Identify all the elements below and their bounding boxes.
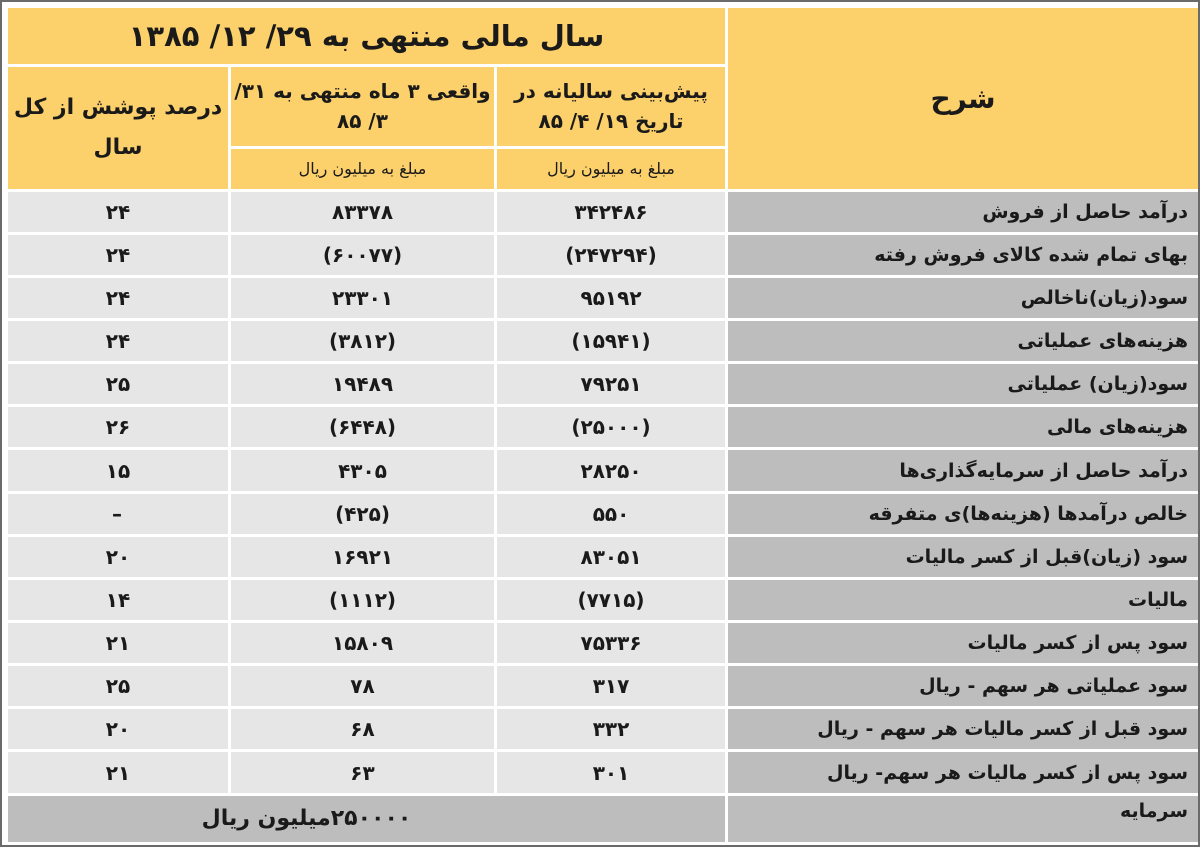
capital-value xyxy=(8,796,725,842)
row-actual-value: (۱۱۱۲) xyxy=(231,580,494,620)
row-actual-value: (۶۴۴۸) xyxy=(231,407,494,447)
row-actual-value: (۶۰۰۷۷) xyxy=(231,235,494,275)
table-row xyxy=(8,321,1198,361)
table-row xyxy=(8,752,1198,792)
table-row xyxy=(8,580,1198,620)
row-forecast-value: (۱۵۹۴۱) xyxy=(497,321,725,361)
row-coverage-percent: ۲۴ xyxy=(8,278,228,318)
row-actual-value: ۱۶۹۲۱ xyxy=(231,537,494,577)
table-row xyxy=(8,666,1198,706)
row-forecast-value: (۷۷۱۵) xyxy=(497,580,725,620)
row-actual-value: ۱۹۴۸۹ xyxy=(231,364,494,404)
row-forecast-value: ۳۴۲۴۸۶ xyxy=(497,192,725,232)
row-actual-value: ۷۸ xyxy=(231,666,494,706)
row-description: سود (زیان)قبل از کسر مالیات xyxy=(728,537,1198,577)
row-description: سود پس از کسر مالیات xyxy=(728,623,1198,663)
table-row xyxy=(8,364,1198,404)
header-unit-actual: مبلغ به میلیون ریال xyxy=(231,149,494,189)
header-actual: واقعی ۳ ماه منتهی به ۳۱/ ۳/ ۸۵ xyxy=(231,67,494,145)
table-row xyxy=(8,450,1198,490)
capital-value-text: ۲۵۰۰۰۰میلیون ریال xyxy=(201,806,412,832)
row-coverage-percent: ۲۱ xyxy=(8,623,228,663)
financial-forecast-table xyxy=(5,5,1200,845)
row-description: سود(زیان) عملیاتی xyxy=(728,364,1198,404)
row-coverage-percent: ۲۶ xyxy=(8,407,228,447)
row-coverage-percent: ۲۰ xyxy=(8,709,228,749)
row-description: مالیات xyxy=(728,580,1198,620)
row-coverage-percent: ۲۴ xyxy=(8,321,228,361)
table-row xyxy=(8,494,1198,534)
table-row xyxy=(8,235,1198,275)
row-description: خالص درآمدها (هزینه‌ها)ی متفرقه xyxy=(728,494,1198,534)
header-sharh: شرح xyxy=(728,8,1198,189)
row-coverage-percent: ۲۵ xyxy=(8,666,228,706)
row-actual-value: (۳۸۱۲) xyxy=(231,321,494,361)
row-forecast-value: ۵۵۰ xyxy=(497,494,725,534)
row-coverage-percent: ۲۴ xyxy=(8,235,228,275)
header-coverage-percent: درصد پوشش از کل سال xyxy=(8,67,228,188)
row-description: بهای تمام شده کالای فروش رفته xyxy=(728,235,1198,275)
row-coverage-percent: ۲۵ xyxy=(8,364,228,404)
table-row xyxy=(8,407,1198,447)
row-description: هزینه‌های عملیاتی xyxy=(728,321,1198,361)
header-unit-forecast: مبلغ به میلیون ریال xyxy=(497,149,725,189)
row-coverage-percent: ۱۴ xyxy=(8,580,228,620)
row-forecast-value: (۲۴۷۲۹۴) xyxy=(497,235,725,275)
row-forecast-value: ۳۳۲ xyxy=(497,709,725,749)
table-row xyxy=(8,278,1198,318)
row-description: سود پس از کسر مالیات هر سهم- ریال xyxy=(728,752,1198,792)
row-forecast-value: ۳۱۷ xyxy=(497,666,725,706)
row-forecast-value: ۷۹۲۵۱ xyxy=(497,364,725,404)
table-row xyxy=(8,192,1198,232)
row-actual-value: ۲۳۳۰۱ xyxy=(231,278,494,318)
row-actual-value: ۶۳ xyxy=(231,752,494,792)
row-description: درآمد حاصل از فروش xyxy=(728,192,1198,232)
row-coverage-percent: ۲۴ xyxy=(8,192,228,232)
table-row xyxy=(8,709,1198,749)
table-row xyxy=(8,623,1198,663)
row-actual-value: ۱۵۸۰۹ xyxy=(231,623,494,663)
row-forecast-value: (۲۵۰۰۰) xyxy=(497,407,725,447)
row-description: سود(زیان)ناخالص xyxy=(728,278,1198,318)
row-description: سود قبل از کسر مالیات هر سهم - ریال xyxy=(728,709,1198,749)
row-coverage-percent: ۲۱ xyxy=(8,752,228,792)
row-forecast-value: ۸۳۰۵۱ xyxy=(497,537,725,577)
row-forecast-value: ۳۰۱ xyxy=(497,752,725,792)
capital-label: سرمایه xyxy=(728,796,1198,842)
row-actual-value: ۶۸ xyxy=(231,709,494,749)
row-description: درآمد حاصل از سرمایه‌گذاری‌ها xyxy=(728,450,1198,490)
row-forecast-value: ۷۵۳۳۶ xyxy=(497,623,725,663)
row-coverage-percent: – xyxy=(8,494,228,534)
row-coverage-percent: ۲۰ xyxy=(8,537,228,577)
row-actual-value: ۴۳۰۵ xyxy=(231,450,494,490)
table-row xyxy=(8,537,1198,577)
row-forecast-value: ۲۸۲۵۰ xyxy=(497,450,725,490)
row-actual-value: (۴۲۵) xyxy=(231,494,494,534)
header-forecast: پیش‌بینی سالیانه در تاریخ ۱۹/ ۴/ ۸۵ xyxy=(497,67,725,145)
row-forecast-value: ۹۵۱۹۲ xyxy=(497,278,725,318)
row-actual-value: ۸۳۳۷۸ xyxy=(231,192,494,232)
row-coverage-percent: ۱۵ xyxy=(8,450,228,490)
capital-row xyxy=(8,796,1198,842)
row-description: هزینه‌های مالی xyxy=(728,407,1198,447)
row-description: سود عملیاتی هر سهم - ریال xyxy=(728,666,1198,706)
header-fiscal-year: سال مالی منتهی به ۲۹/ ۱۲/ ۱۳۸۵ xyxy=(8,8,725,64)
